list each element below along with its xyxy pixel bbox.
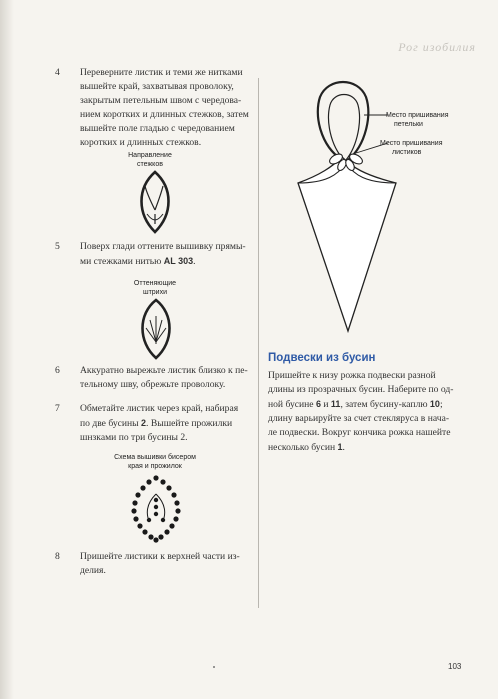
step-line: нием коротких и длинных стежков, затем (80, 109, 249, 120)
step-number: 5 (55, 241, 60, 252)
bead-number: 6 (315, 399, 321, 409)
caption-line: стежков (137, 160, 163, 168)
caption-leaves-place (380, 140, 460, 157)
caption-line: листиков (392, 148, 422, 156)
step-number: 6 (55, 365, 60, 376)
step-text (80, 364, 260, 392)
text-run: несколько бусин (268, 442, 338, 453)
text-run: . (342, 442, 345, 453)
leaf-bead-scheme-figure (126, 474, 186, 544)
bead-number: 2 (141, 418, 147, 428)
caption-bead-scheme (90, 454, 220, 471)
step-line: делия. (80, 565, 106, 576)
text-run: ми стежками нитью (80, 256, 164, 267)
leaf-shading-figure (133, 298, 179, 360)
step-line: закрытым петельным швом с чередова- (80, 95, 242, 106)
step-number: 7 (55, 403, 60, 414)
caption-stitch-direction (100, 152, 200, 169)
caption-line: петельки (394, 120, 423, 128)
thread-code: AL 303 (163, 256, 194, 266)
section-line: Пришейте к низу рожка подвески разной (268, 370, 436, 381)
section-line: длину варьируйте за счет стекляруса в нача- (268, 413, 450, 424)
step-line: Пришейте листики к верхней части из- (80, 551, 240, 562)
page-number: 103 (448, 662, 462, 671)
step-line: вышейте край, захватывая проволоку, (80, 81, 234, 92)
step-line (80, 416, 260, 431)
section-text (268, 369, 473, 455)
step-text (80, 550, 260, 578)
step-line: Аккуратно вырежьте листик близко к пе- (80, 365, 248, 376)
print-speck (213, 666, 215, 668)
step-number: 8 (55, 551, 60, 562)
caption-line: Оттеняющие (133, 280, 177, 287)
section-line: ле подвески. Вокруг кончика рожка нашейте (268, 427, 451, 438)
text-run: по две бусины (80, 418, 142, 429)
bead-number: 10 (429, 399, 440, 409)
caption-line: Направление (128, 152, 172, 159)
step-line: вышейте поле гладью с чередованием (80, 123, 235, 134)
section-line: длины из прозрачных бусин. Наберите по од- (268, 384, 454, 395)
text-run: . Вышейте прожилки (146, 418, 233, 429)
step-line: шнзками по три бусины 2. (80, 432, 188, 443)
leaf-stitch-direction-figure (133, 170, 177, 234)
text-run: ной бусине (268, 399, 316, 410)
caption-loop-place (386, 112, 466, 129)
step-line: Переверните листик и теми же нитками (80, 67, 243, 78)
text-run: . (193, 256, 196, 267)
step-text (80, 402, 260, 445)
step-number: 4 (55, 67, 60, 78)
step-line (80, 254, 260, 269)
section-line (268, 440, 473, 455)
column-divider (258, 78, 259, 608)
caption-line: штрихи (142, 288, 168, 296)
section-title: Подвески из бусин (268, 352, 376, 364)
page-edge-shadow (0, 0, 14, 699)
text-run: и (320, 399, 331, 410)
text-run: , затем бусину-каплю (340, 399, 430, 410)
section-line (268, 397, 473, 412)
step-line: тельному шву, обрежьте проволоку. (80, 379, 226, 390)
step-text (80, 240, 260, 269)
text-run: ; (439, 399, 443, 410)
bead-number: 1 (337, 442, 343, 452)
horn-of-plenty-figure (290, 75, 400, 335)
bead-number: 11 (330, 399, 341, 409)
caption-line: Место пришивания (386, 112, 449, 119)
step-line: Обметайте листик через край, набирая (80, 403, 239, 414)
step-text (80, 66, 260, 150)
caption-line: Схема вышивки бисером (114, 454, 196, 461)
step-line: коротких и длинных стежков. (80, 137, 202, 148)
caption-line: края и прожилок (128, 462, 182, 470)
running-head: Рог изобилия (398, 40, 476, 54)
step-line: Поверх глади оттените вышивку прямы- (80, 241, 246, 252)
caption-line: Место пришивания (380, 140, 443, 147)
caption-shading-strokes (105, 280, 205, 297)
